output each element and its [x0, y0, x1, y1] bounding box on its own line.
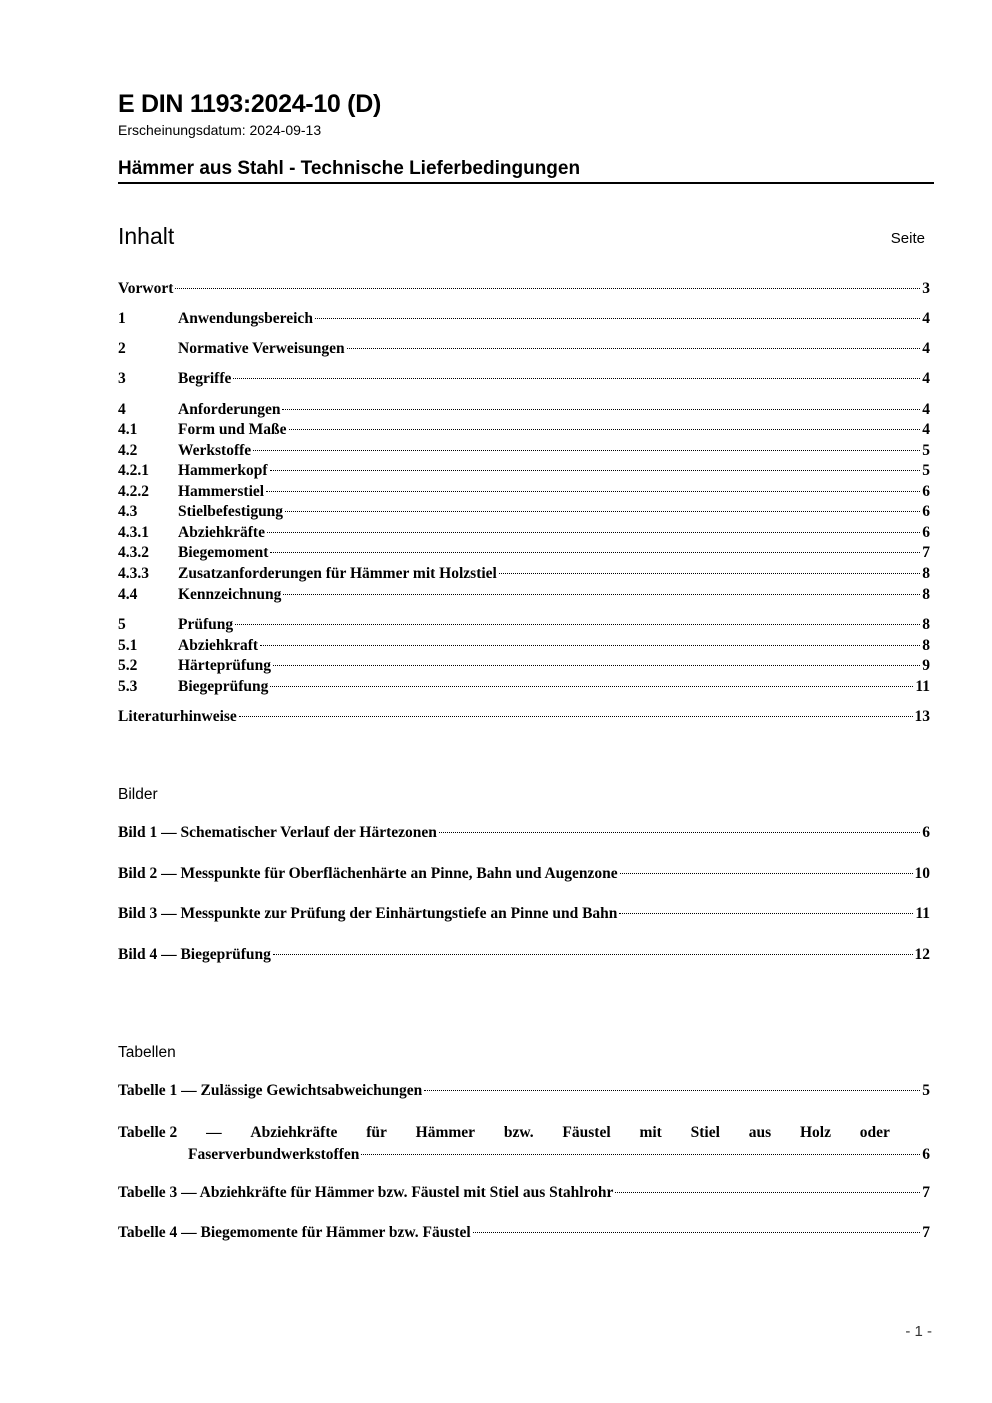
toc-entry-number: 4.3	[118, 503, 138, 520]
dot-leader	[285, 511, 920, 512]
toc-entry-page: 6	[922, 483, 930, 500]
toc-entry-label: Prüfung	[178, 616, 234, 633]
toc-entry[interactable]	[118, 310, 930, 330]
dot-leader	[283, 594, 920, 595]
toc-entry-label: Normative Verweisungen	[178, 340, 345, 357]
toc-entry-page: 8	[922, 565, 930, 582]
toc-entry-number: 4.2.2	[118, 483, 149, 500]
toc-entry-page: 3	[922, 280, 930, 297]
toc-entry[interactable]	[118, 421, 930, 441]
toc-entry[interactable]	[118, 442, 930, 462]
toc-entry-page: 6	[922, 503, 930, 520]
dot-leader	[175, 288, 920, 289]
toc-entry-number: 5.2	[118, 657, 138, 674]
toc-entry[interactable]	[118, 503, 930, 523]
toc-entry[interactable]	[118, 565, 930, 585]
label-word: aus	[748, 1124, 772, 1141]
label-word: Hämmer	[415, 1124, 476, 1141]
toc-entry[interactable]	[118, 370, 930, 390]
toc-entry-number: 4.3.3	[118, 565, 149, 582]
figure-entry-page: 6	[922, 824, 930, 841]
table-entry-page: 7	[922, 1184, 930, 1201]
figure-entry[interactable]	[118, 946, 930, 966]
table-entry-page: 5	[922, 1082, 930, 1099]
figure-entry[interactable]	[118, 824, 930, 844]
table-entry[interactable]	[118, 1082, 930, 1102]
toc-entry-number: 4.2.1	[118, 462, 149, 479]
label-word: oder	[859, 1124, 890, 1141]
toc-entry-page: 4	[922, 340, 930, 357]
figure-entry-page: 12	[914, 946, 930, 963]
table-entry-label: Tabelle 3 — Abziehkräfte für Hämmer bzw. Fäustel mit Stiel aus Stahlrohr	[118, 1184, 614, 1201]
dot-leader	[273, 954, 913, 955]
figure-entry-page: 10	[914, 865, 930, 882]
table-entry[interactable]	[118, 1224, 930, 1244]
toc-entry-label: Abziehkräfte	[178, 524, 265, 541]
dot-leader	[473, 1232, 921, 1233]
dot-leader	[282, 409, 920, 410]
toc-entry-number: 4.3.2	[118, 544, 149, 561]
table-entry-label-line1	[118, 1124, 890, 1142]
toc-entry[interactable]	[118, 657, 930, 677]
toc-entry[interactable]	[118, 401, 930, 421]
figure-entry-label: Bild 3 — Messpunkte zur Prüfung der Einhärtungstiefe an Pinne und Bahn	[118, 905, 618, 922]
label-word: —	[206, 1124, 222, 1141]
dot-leader	[233, 378, 920, 379]
dot-leader	[235, 624, 920, 625]
toc-entry-page: 8	[922, 616, 930, 633]
toc-entry-page: 4	[922, 421, 930, 438]
toc-entry-page: 6	[922, 524, 930, 541]
figure-entry-label: Bild 4 — Biegeprüfung	[118, 946, 271, 963]
toc-entry-label: Anforderungen	[178, 401, 281, 418]
dot-leader	[424, 1090, 920, 1091]
dot-leader	[315, 318, 920, 319]
figure-entry[interactable]	[118, 865, 930, 885]
toc-entry[interactable]	[118, 483, 930, 503]
toc-entry[interactable]	[118, 340, 930, 360]
dot-leader	[289, 429, 921, 430]
toc-entry-vorwort[interactable]	[118, 280, 930, 300]
figure-entry-page: 11	[915, 905, 930, 922]
toc-entry-page: 7	[922, 544, 930, 561]
toc-entry-number: 4.4	[118, 586, 138, 603]
label-word: Fäustel	[562, 1124, 611, 1141]
toc-entry-label: Abziehkraft	[178, 637, 259, 654]
dot-leader	[620, 873, 913, 874]
toc-entry-label: Hammerkopf	[178, 462, 268, 479]
toc-entry[interactable]	[118, 586, 930, 606]
label-word: Holz	[799, 1124, 831, 1141]
toc-entry-label: Stielbefestigung	[178, 503, 284, 520]
toc-entry-page: 9	[922, 657, 930, 674]
dot-leader	[615, 1192, 920, 1193]
label-word: für	[366, 1124, 387, 1141]
dot-leader	[270, 686, 913, 687]
table-entry[interactable]	[118, 1184, 930, 1204]
toc-entry-number: 5	[118, 616, 126, 633]
toc-entry-number: 5.3	[118, 678, 138, 695]
toc-entry[interactable]	[118, 637, 930, 657]
dot-leader	[260, 645, 920, 646]
toc-entry-label: Hammerstiel	[178, 483, 265, 500]
toc-entry-number: 5.1	[118, 637, 138, 654]
toc-entry-page: 5	[922, 442, 930, 459]
dot-leader	[270, 552, 920, 553]
dot-leader	[270, 470, 921, 471]
toc-entry-number: 3	[118, 370, 126, 387]
toc-entry-page: 8	[922, 586, 930, 603]
toc-entry-number: 4	[118, 401, 126, 418]
label-word: Abziehkräfte	[250, 1124, 338, 1141]
toc-entry-number: 4.1	[118, 421, 138, 438]
toc-entry-page: 5	[922, 462, 930, 479]
dot-leader	[439, 832, 920, 833]
table-entry-label: Tabelle 1 — Zulässige Gewichtsabweichungen	[118, 1082, 423, 1099]
toc-entry-label: Kennzeichnung	[178, 586, 282, 603]
toc-entry-label: Werkstoffe	[178, 442, 252, 459]
toc-heading: Inhalt	[118, 223, 175, 249]
toc-entry-number: 1	[118, 310, 126, 327]
toc-entry[interactable]	[118, 616, 930, 636]
dot-leader	[239, 716, 913, 717]
toc-entry-label: Härteprüfung	[178, 657, 271, 674]
table-entry-label: Tabelle 4 — Biegemomente für Hämmer bzw. Fäustel	[118, 1224, 471, 1241]
toc-entry-label: Biegeprüfung	[178, 678, 269, 695]
toc-entry[interactable]	[118, 678, 930, 698]
toc-entry-page: 8	[922, 637, 930, 654]
label-word: Stiel	[690, 1124, 720, 1141]
dot-leader	[619, 913, 913, 914]
toc-entry[interactable]	[118, 544, 930, 564]
dot-leader	[253, 450, 920, 451]
toc-entry[interactable]	[118, 524, 930, 544]
toc-entry-label: Biegemoment	[178, 544, 269, 561]
table-entry-label-line2	[118, 1146, 930, 1164]
table-entry-label-cont: Faserverbundwerkstoffen	[188, 1146, 360, 1163]
toc-entry-page: 13	[914, 708, 930, 725]
page-column-label: Seite	[890, 230, 925, 247]
toc-entry-page: 4	[922, 370, 930, 387]
dot-leader	[267, 532, 920, 533]
table-entry-wrapped[interactable]	[118, 1124, 930, 1164]
toc-entry-number: 2	[118, 340, 126, 357]
toc-entry-literatur[interactable]	[118, 708, 930, 728]
figure-entry-label: Bild 2 — Messpunkte für Oberflächenhärte an Pinne, Bahn und Augenzone	[118, 865, 618, 882]
dot-leader	[361, 1154, 920, 1155]
toc-entry[interactable]	[118, 462, 930, 482]
dot-leader	[266, 491, 920, 492]
tables-heading: Tabellen	[118, 1044, 176, 1061]
table-entry-page: 7	[922, 1224, 930, 1241]
page-number: - 1 -	[905, 1323, 932, 1340]
label-word: Tabelle 2	[118, 1124, 178, 1141]
table-entry-page: 6	[922, 1146, 930, 1163]
toc-entry-label: Zusatzanforderungen für Hämmer mit Holzstiel	[178, 565, 497, 582]
dot-leader	[273, 665, 920, 666]
toc-entry-page: 4	[922, 401, 930, 418]
label-word: mit	[639, 1124, 662, 1141]
figure-entry[interactable]	[118, 905, 930, 925]
toc-entry-page: 4	[922, 310, 930, 327]
publication-date: Erscheinungsdatum: 2024-09-13	[118, 122, 322, 138]
toc-entry-label: Literaturhinweise	[118, 708, 237, 725]
toc-entry-label: Anwendungsbereich	[178, 310, 313, 327]
dot-leader	[499, 573, 920, 574]
toc-entry-number: 4.2	[118, 442, 138, 459]
toc-entry-number: 4.3.1	[118, 524, 149, 541]
toc-entry-page: 11	[915, 678, 930, 695]
dot-leader	[347, 348, 921, 349]
title-underline	[118, 182, 934, 184]
document-id: E DIN 1193:2024-10 (D)	[118, 90, 381, 118]
toc-entry-label: Form und Maße	[178, 421, 287, 438]
toc-entry-label: Begriffe	[178, 370, 232, 387]
figure-entry-label: Bild 1 — Schematischer Verlauf der Härtezonen	[118, 824, 437, 841]
toc-entry-label: Vorwort	[118, 280, 174, 297]
figures-heading: Bilder	[118, 786, 158, 803]
label-word: bzw.	[503, 1124, 534, 1141]
document-title: Hämmer aus Stahl - Technische Lieferbedingungen	[118, 158, 581, 179]
